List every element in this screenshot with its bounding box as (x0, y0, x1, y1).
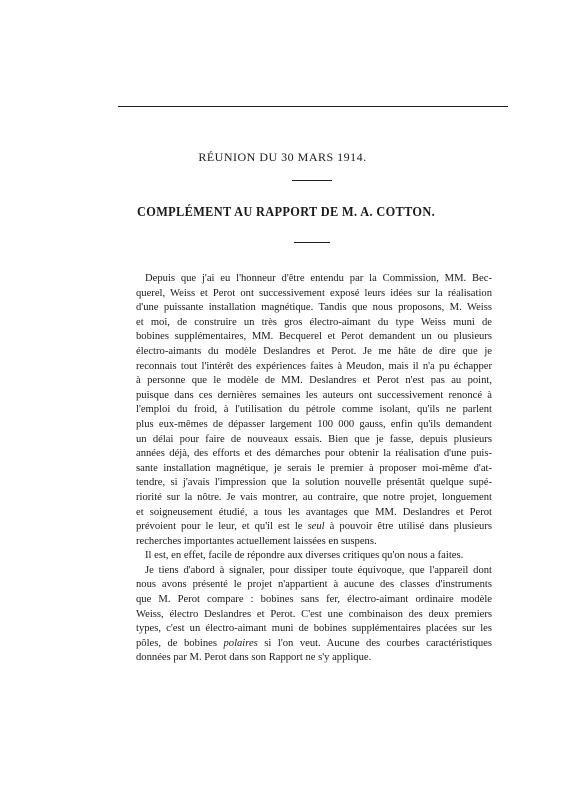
text-line: riorité sur la nôtre. Je vais montrer, au contraire, que notre projet, longuement (136, 491, 492, 503)
text-line: puisque dans ces dernières semaines les auteurs ont successivement renoncé à (136, 389, 492, 401)
paragraph (136, 549, 492, 564)
text-segment: à pouvoir être utilisé dans plusieurs (324, 521, 492, 533)
text-line: nous avons présenté le projet n'appartient à aucune des classes d'instruments (136, 579, 492, 591)
text-line: recherches importantes actuellement laissées en suspens. (136, 535, 377, 547)
text-line (136, 637, 492, 652)
text-line: Il est, en effet, facile de répondre aux diverses critiques qu'on nous a faites. (145, 550, 464, 562)
top-rule (118, 106, 508, 107)
text-line: tendre, si j'avais l'impression que la solution nouvelle présentât quelque supé- (136, 477, 492, 489)
heading-divider (292, 180, 332, 181)
text-line: données par M. Perot dans son Rapport ne s'y applique. (136, 652, 372, 664)
paragraph (136, 564, 492, 666)
session-heading: RÉUNION DU 30 MARS 1914. (198, 150, 367, 164)
text-line: d'une puissante installation magnétique. Tandis que nous proposons, M. Weiss (136, 302, 492, 314)
text-segment: si l'on veut. Aucune des courbes caractéristiques (257, 637, 492, 649)
page-title: COMPLÉMENT AU RAPPORT DE M. A. COTTON. (137, 205, 436, 220)
text-segment: pôles, de bobines (136, 637, 224, 649)
text-line: sante installation magnétique, je serais le premier à proposer moi-même d'at- (136, 462, 492, 474)
paragraph (136, 272, 492, 549)
text-line: querel, Weiss et Perot ont successivement exposé leurs idées sur la réalisation (136, 287, 492, 299)
italic-text: seul (307, 521, 325, 533)
text-line: reconnais tout l'intérêt des expériences faites à Meudon, mais il n'a pu échapper (136, 360, 492, 372)
text-segment: prévoient pour le leur, et qu'il est le (136, 521, 308, 533)
text-line: et moi, de construire un très gros électro-aimant du type Weiss muni de (136, 316, 492, 328)
text-line: électro-aimants du modèle Deslandres et Perot. Je me hâte de dire que je (136, 345, 492, 357)
body-text (136, 272, 492, 666)
text-line: et soigneusement étudié, a tous les avantages que MM. Deslandres et Perot (136, 506, 492, 518)
text-line: à personne que le modèle de MM. Deslandres et Perot n'est pas au point, (136, 375, 492, 387)
text-line: l'emploi du froid, à l'utilisation du pétrole comme isolant, qu'ils ne parlent (136, 404, 492, 416)
text-line: un délai pour faire de nouveaux essais. Bien que je fasse, depuis plusieurs (136, 433, 492, 445)
text-line: que M. Perot compare : bobines sans fer, électro-aimant ordinaire modèle (136, 594, 492, 606)
text-line: bobines supplémentaires, MM. Becquerel et Perot demandent un ou plusieurs (136, 331, 492, 343)
title-divider (294, 242, 330, 243)
text-line: années déjà, des efforts et des démarches pour obtenir la réalisation d'une puis- (136, 448, 492, 460)
text-line: Weiss, électro Deslandres et Perot. C'est une combinaison des deux premiers (136, 608, 492, 620)
text-line: Depuis que j'ai eu l'honneur d'être entendu par la Commission, MM. Bec- (145, 273, 492, 284)
text-line (136, 520, 492, 535)
text-line: Je tiens d'abord à signaler, pour dissiper toute équivoque, que l'appareil dont (145, 564, 492, 576)
text-line: types, c'est un électro-aimant muni de bobines supplémentaires placées sur les (136, 623, 492, 635)
text-line: plus eux-mêmes de dépasser largement 100 000 gauss, enfin qu'ils demandent (136, 418, 492, 430)
italic-text: polaires (223, 637, 258, 649)
